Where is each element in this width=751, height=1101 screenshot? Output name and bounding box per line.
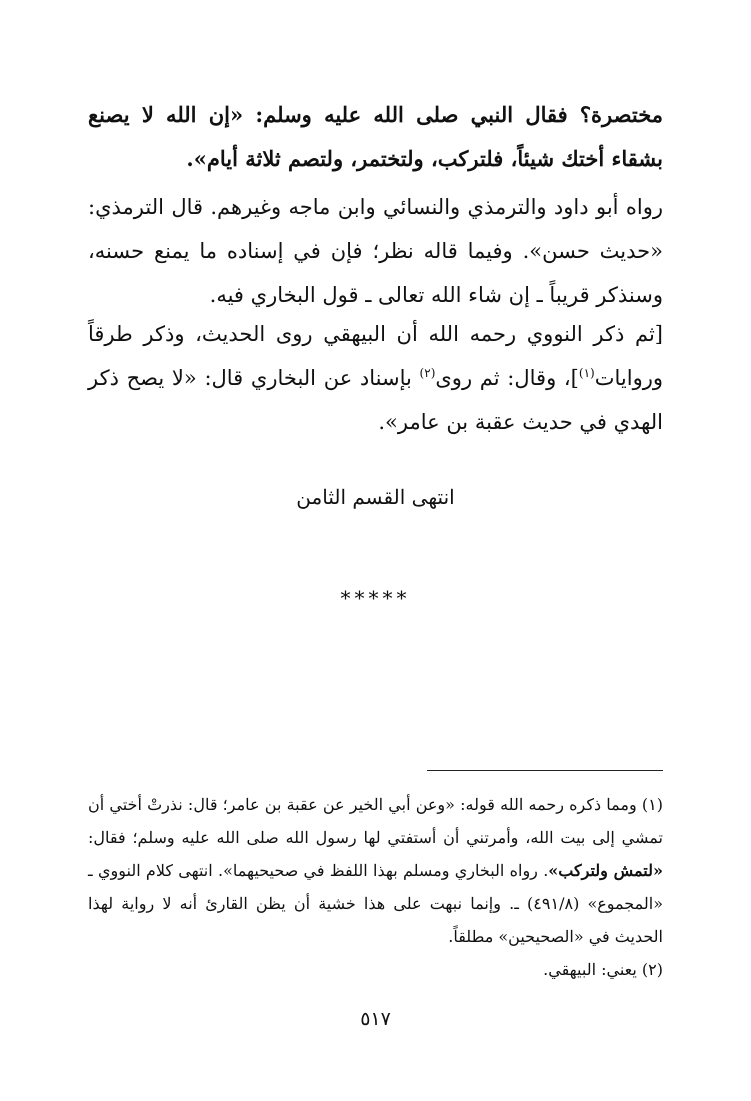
paragraph-nawawi-part1: [ثم ذكر النووي رحمه الله أن البيهقي روى الحديث، وذكر طرقاً وروايات bbox=[88, 322, 663, 390]
footnote-1-bold: «لتمش ولتركب» bbox=[548, 861, 663, 880]
footnotes bbox=[88, 788, 663, 986]
paragraph-nawawi-part2: ]، وقال: ثم روى bbox=[435, 366, 579, 390]
footnote-ref-2: (٢) bbox=[419, 366, 436, 380]
footnote-1-part1: (١) ومما ذكره رحمه الله قوله: «وعن أبي الخير عن عقبة بن عامر؛ قال: نذرتْ أختي أن تمشي إلى بيت الله، وأمرتني أن أستفتي لها رسول الله صلى الله عليه وسلم؛ فقال: bbox=[88, 795, 663, 847]
footnote-1-part2: . رواه البخاري ومسلم بهذا اللفظ في صحيحيهما». انتهى كلام النووي ـ «المجموع» (٤٩١/٨) ـ. وإنما نبهت على هذا خشية أن يظن القارئ أنه لا رواية لهذا الحديث في «الصحيحين» مطلقاً. bbox=[88, 861, 663, 946]
page-number: ٥١٧ bbox=[360, 1008, 391, 1030]
main-text-2 bbox=[88, 185, 663, 317]
section-end-title: انتهى القسم الثامن bbox=[296, 485, 455, 509]
footnote-ref-1: (١) bbox=[578, 366, 595, 380]
paragraph-narration: رواه أبو داود والترمذي والنسائي وابن ماجه وغيرهم. قال الترمذي: «حديث حسن». وفيما قاله نظر؛ فإن في إسناده ما يمنع حسنه، وسنذكر قريباً ـ إن شاء الله تعالى ـ قول البخاري فيه. bbox=[88, 195, 663, 307]
footnote-2: (٢) يعني: البيهقي. bbox=[543, 960, 663, 979]
paragraph-nawawi-part3: بإسناد عن البخاري قال: «لا يصح ذكر الهدي في حديث عقبة بن عامر». bbox=[88, 366, 663, 434]
paragraph-nawawi bbox=[88, 312, 663, 444]
footnote-1 bbox=[88, 788, 663, 953]
footnote-divider bbox=[427, 770, 663, 771]
main-text bbox=[88, 93, 663, 181]
separator-stars: ***** bbox=[340, 586, 411, 610]
paragraph-hadith: مختصرة؟ فقال النبي صلى الله عليه وسلم: «إن الله لا يصنع بشقاء أختك شيئاً، فلتركب، ولتختمر، ولتصم ثلاثة أيام». bbox=[88, 102, 663, 171]
main-text-3 bbox=[88, 312, 663, 444]
